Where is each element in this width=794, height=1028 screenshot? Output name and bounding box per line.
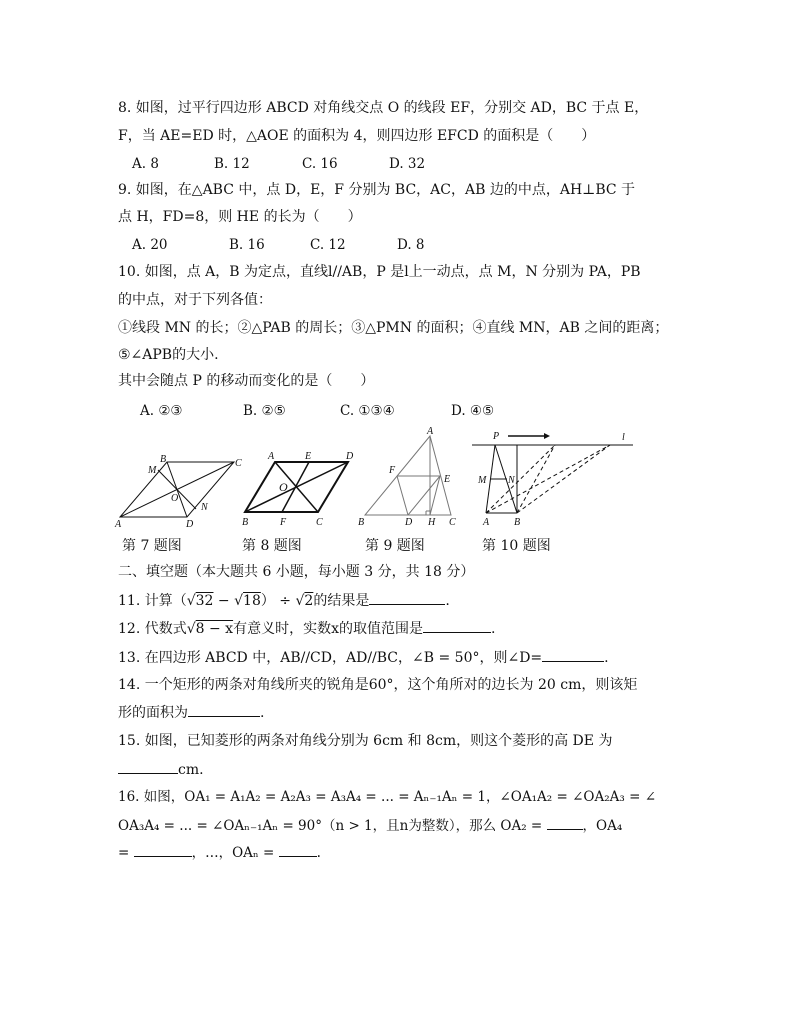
q9-line2: 点 H，FD=8，则 HE 的长为（ ） (118, 209, 362, 225)
fig10-label-a: A (483, 517, 490, 528)
q11-line: 11. 计算（√32 − √18） ÷ √2的结果是 . (118, 590, 450, 611)
q8-option-c: C. 16 (302, 156, 338, 172)
q10-line5: 其中会随点 P 的移动而变化的是（ ） (118, 373, 375, 389)
fig7-label-n: N (201, 502, 208, 513)
fig10-label-b: B (514, 517, 521, 528)
fig10-label-l: l (622, 432, 625, 443)
fig7-label-d: D (186, 519, 194, 530)
q16-oa4-blank[interactable] (134, 842, 192, 857)
q16-oan-blank[interactable] (279, 842, 317, 857)
fig7-label-o: O (171, 493, 179, 504)
q10-line4: ⑤∠APB的大小. (118, 347, 219, 363)
q12-radicand: 8 − x (195, 621, 234, 637)
q11-radicand-2: 18 (243, 593, 261, 609)
caption-fig10: 第 10 题图 (482, 538, 551, 554)
q13-answer-blank[interactable] (542, 647, 604, 662)
q11-mid: ） ÷ (260, 593, 296, 609)
fig8-label-o: O (279, 480, 288, 494)
q14-line2: 形的面积为 . (118, 702, 264, 723)
q10-line2: 的中点，对于下列各值： (118, 292, 272, 308)
figures-row (110, 425, 650, 535)
figure-8 (245, 462, 348, 512)
q10-option-a: A. ②③ (140, 403, 183, 419)
q8-option-d: D. 32 (389, 156, 426, 172)
q15-line1: 15. 如图，已知菱形的两条对角线分别为 6cm 和 8cm，则这个菱形的高 DE 为 (118, 733, 613, 749)
q13-line: 13. 在四边形 ABCD 中，AB//CD，AD//BC，∠B = 50°，则∠D= . (118, 647, 609, 668)
fig8-label-f: F (280, 517, 287, 528)
q10-option-c: C. ①③④ (340, 403, 395, 419)
q15-line2 (118, 759, 204, 780)
q8-option-b: B. 12 (214, 156, 250, 172)
fig10-arrow-icon (544, 433, 550, 439)
fig7-label-m: M (148, 465, 157, 476)
q15-answer-blank[interactable] (118, 759, 178, 774)
fig10-label-p: P (493, 431, 500, 442)
q11-answer-blank[interactable] (369, 590, 445, 605)
q8-option-a: A. 8 (132, 156, 159, 172)
q11-prefix: 11. 计算（ (118, 593, 187, 609)
fig9-label-e: E (444, 474, 451, 485)
q10-line1: 10. 如图，点 A，B 为定点，直线l//AB，P 是l上一动点，点 M，N 分别为 PA，PB (118, 264, 641, 280)
q10-option-d: D. ④⑤ (451, 403, 495, 419)
q16-line2b: ，OA₄ (582, 818, 623, 834)
fig8-label-d: D (346, 451, 354, 462)
q14-answer-blank[interactable] (188, 702, 260, 717)
fig9-label-c: C (449, 517, 456, 528)
q15-unit: cm. (178, 762, 204, 778)
section2-heading: 二、填空题（本大题共 6 小题，每小题 3 分，共 18 分） (118, 564, 475, 580)
q16-line3c: . (316, 845, 321, 861)
fig8-label-b: B (242, 517, 249, 528)
q9-option-c: C. 12 (310, 237, 346, 253)
q9-option-b: B. 16 (229, 237, 265, 253)
q9-option-d: D. 8 (397, 237, 425, 253)
q16-line3a: = (118, 845, 134, 861)
q12-line: 12. 代数式√8 − x有意义时，实数x的取值范围是 . (118, 618, 495, 639)
fig8-label-e: E (305, 451, 312, 462)
q9-option-a: A. 20 (132, 237, 168, 253)
fig9-label-b: B (358, 517, 365, 528)
fig9-label-d: D (405, 517, 413, 528)
q12-prefix: 12. 代数式 (118, 621, 187, 637)
q14-line1: 14. 一个矩形的两条对角线所夹的锐角是60°，这个角所对的边长为 20 cm，则该矩 (118, 677, 638, 693)
q11-radicand-3: 2 (304, 593, 314, 609)
q11-suffix: 的结果是 (313, 593, 370, 609)
fig7-label-c: C (235, 458, 242, 469)
fig7-label-a: A (115, 519, 122, 530)
figure-9 (365, 436, 451, 515)
caption-fig8: 第 8 题图 (242, 538, 302, 554)
figure-7 (120, 462, 234, 517)
q16-oa2-blank[interactable] (547, 815, 583, 830)
q8-line2: F，当 AE=ED 时，△AOE 的面积为 4，则四边形 EFCD 的面积是（ ） (118, 128, 596, 144)
fig9-label-f: F (389, 465, 396, 476)
fig10-label-m: M (478, 475, 487, 486)
q14-line2-text: 形的面积为 (118, 705, 188, 721)
q16-line2-text: OA₃A₄ = ... = ∠OAₙ₋₁Aₙ = 90°（n > 1，且n为整数），那么 OA₂ = (118, 818, 547, 834)
fig9-label-a: A (427, 426, 434, 437)
q13-text: 13. 在四边形 ABCD 中，AB//CD，AD//BC，∠B = 50°，则∠D= (118, 650, 543, 666)
caption-fig9: 第 9 题图 (365, 538, 425, 554)
caption-fig7: 第 7 题图 (122, 538, 182, 554)
q16-line3b: ，…，OAₙ = (191, 845, 279, 861)
fig10-label-n: N (508, 475, 515, 486)
fig7-label-b: B (160, 454, 167, 465)
fig9-label-h: H (428, 517, 436, 528)
figure-10 (472, 436, 633, 513)
q16-line2 (118, 815, 622, 836)
q12-answer-blank[interactable] (423, 618, 491, 633)
fig8-label-a: A (268, 451, 275, 462)
q11-minus: − (213, 593, 235, 609)
q8-line1: 8. 如图，过平行四边形 ABCD 对角线交点 O 的线段 EF，分别交 AD，BC 于点 E， (118, 100, 649, 116)
q9-line1: 9. 如图，在△ABC 中，点 D，E，F 分别为 BC，AC，AB 边的中点，AH⊥BC 于 (118, 182, 636, 198)
q16-line3 (118, 842, 321, 863)
fig8-label-c: C (316, 517, 323, 528)
q11-radicand-1: 32 (195, 593, 214, 609)
q10-line3: ①线段 MN 的长；②△PAB 的周长；③△PMN 的面积；④直线 MN，AB 之间的距离； (118, 320, 669, 336)
q12-suffix: 有意义时，实数x的取值范围是 (233, 621, 423, 637)
q10-option-b: B. ②⑤ (243, 403, 286, 419)
q16-line1: 16. 如图，OA₁ = A₁A₂ = A₂A₃ = A₃A₄ = ... = Aₙ₋₁Aₙ = 1，∠OA₁A₂ = ∠OA₂A₃ = ∠ (118, 789, 657, 805)
